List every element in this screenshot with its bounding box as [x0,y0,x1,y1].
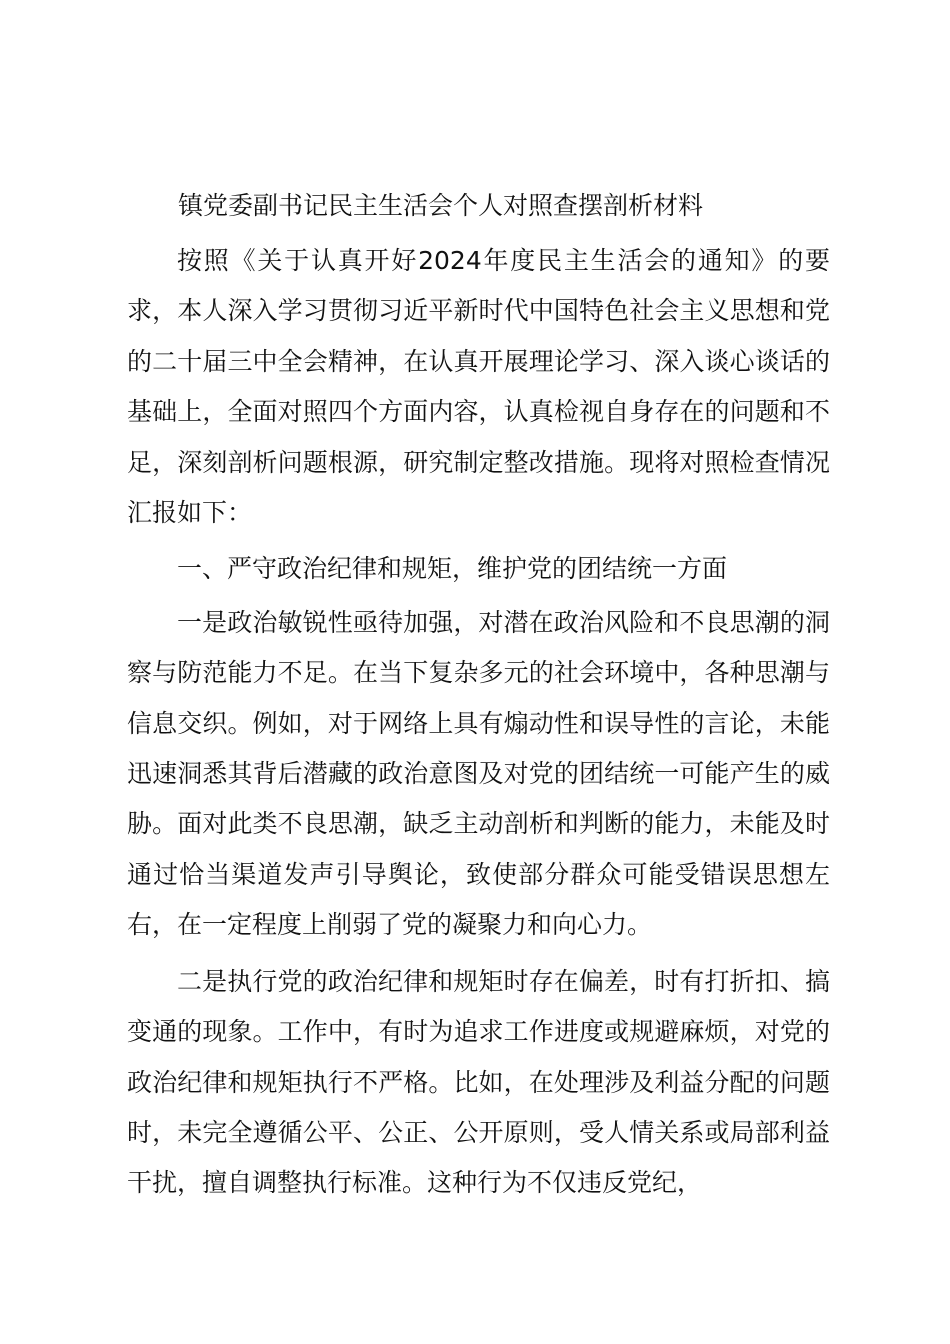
document-title: 镇党委副书记民主生活会个人对照查摆剖析材料 [178,191,704,220]
section-heading: 一、严守政治纪律和规矩，维护党的团结统一方面 [177,554,728,584]
body-paragraph: 一是政治敏锐性亟待加强，对潜在政治风险和不良思潮的洞察与防范能力不足。在当下复杂多元的社会环境中，各种思潮与信息交织。例如，对于网络上具有煽动性和误导性的言论，未能迅速洞悉其背后潜藏的政治意图及对党的团结统一可能产生的威胁。面对此类不良思潮，缺乏主动剖析和判断的能力，未能及时通过恰当渠道发声引导舆论，致使部分群众可能受错误思想左右，在一定程度上削弱了党的凝聚力和向心力。 [127,607,830,940]
document-body [127,236,830,1209]
body-paragraph: 二是执行党的政治纪律和规矩时存在偏差，时有打折扣、搞变通的现象。工作中，有时为追求工作进度或规避麻烦，对党的政治纪律和规矩执行不严格。比如，在处理涉及利益分配的问题时，未完全遵循公平、公正、公开原则，受人情关系或局部利益干扰，擅自调整执行标准。这种行为不仅违反党纪， [127,966,830,1198]
intro-paragraph: 按照《关于认真开好2024年度民主生活会的通知》的要求，本人深入学习贯彻习近平新时代中国特色社会主义思想和党的二十届三中全会精神，在认真开展理论学习、深入谈心谈话的基础上，全面对照四个方面内容，认真检视自身存在的问题和不足，深刻剖析问题根源，研究制定整改措施。现将对照检查情况汇报如下： [127,246,830,528]
